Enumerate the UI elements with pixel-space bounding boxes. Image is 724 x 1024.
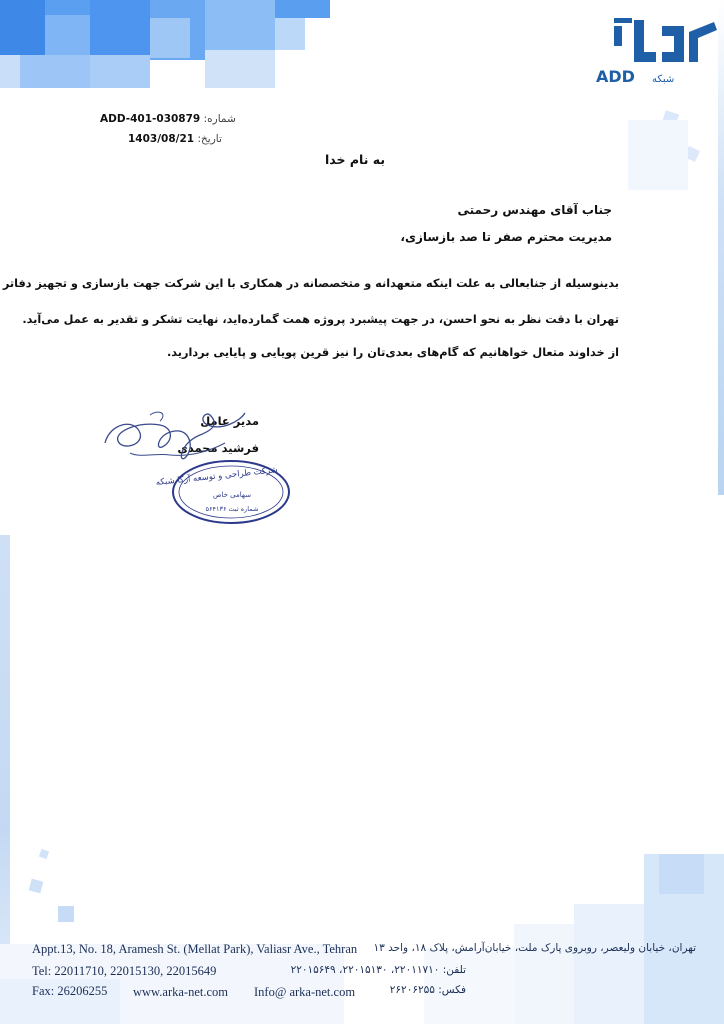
footer-fax-fa: فکس: ۲۶۲۰۶۲۵۵ — [389, 984, 466, 996]
letter-number — [100, 113, 236, 125]
signer-title: مدیر عامل — [200, 414, 259, 428]
footer-tel-en: Tel: 22011710, 22015130, 22015649 — [32, 964, 217, 978]
footer-fax-en: Fax: 26206255 — [32, 984, 108, 998]
letter-number-label: شماره: — [203, 113, 236, 125]
recipient-line-1: جناب آقای مهندس رحمتی — [457, 203, 612, 217]
letter-number-value: ADD-401-030879 — [100, 113, 201, 125]
footer-website[interactable]: www.arka-net.com — [133, 985, 228, 999]
recipient-line-2: مدیریت محترم صفر تا صد بازسازی، — [400, 230, 612, 244]
seal-text-top: شرکت طراحی و توسعه آرکا شبکه — [155, 465, 279, 488]
footer-address-fa: تهران، خیابان ولیعصر، روبروی پارک ملت، خیابان‌آرامش، پلاک ۱۸، واحد ۱۳ — [373, 942, 696, 954]
footer-email[interactable]: Info@ arka-net.com — [254, 985, 356, 999]
svg-text:شبکه: شبکه — [652, 74, 675, 85]
header-mosaic — [0, 0, 330, 88]
arka-logo — [574, 12, 724, 92]
basmala: به نام خدا — [324, 152, 386, 167]
footer-tel-fa: تلفن: ۲۲۰۱۱۷۱۰، ۲۲۰۱۵۱۳۰، ۲۲۰۱۵۶۴۹ — [290, 964, 466, 976]
deco-square — [628, 120, 688, 190]
svg-text:ADD: ADD — [596, 67, 635, 86]
seal-text-bottom: شماره ثبت ۵۶۴۱۳۶ — [205, 505, 259, 513]
body-line-3: از خداوند متعال خواهانیم که گام‌های بعدی‌تان را نیز قرین پویایی و پایایی بردارید. — [166, 346, 619, 359]
footer-mosaic — [0, 824, 724, 1024]
letter-date-label: تاریخ: — [197, 133, 222, 145]
body-line-2: تهران با دقت نظر به نحو احسن، در جهت پیشبرد پروژه همت گمارده‌اید، نهایت تشکر و تقدیر به عمل می‌آید. — [22, 313, 619, 326]
deco-square — [58, 906, 74, 922]
body-line-1: بدینوسیله از جنابعالی به علت اینکه متعهدانه و متخصصانه در همکاری با این شرکت جهت بازسازی و تجهیز دفاتر — [2, 277, 619, 290]
signer-name: فرشید محمدی — [177, 441, 259, 455]
seal-text-mid: سهامی خاص — [213, 491, 251, 499]
letter-date-value: 1403/08/21 — [128, 133, 195, 145]
letter-date — [128, 133, 222, 145]
footer-address-en: Appt.13, No. 18, Aramesh St. (Mellat Park), Valiasr Ave., Tehran — [32, 942, 358, 956]
